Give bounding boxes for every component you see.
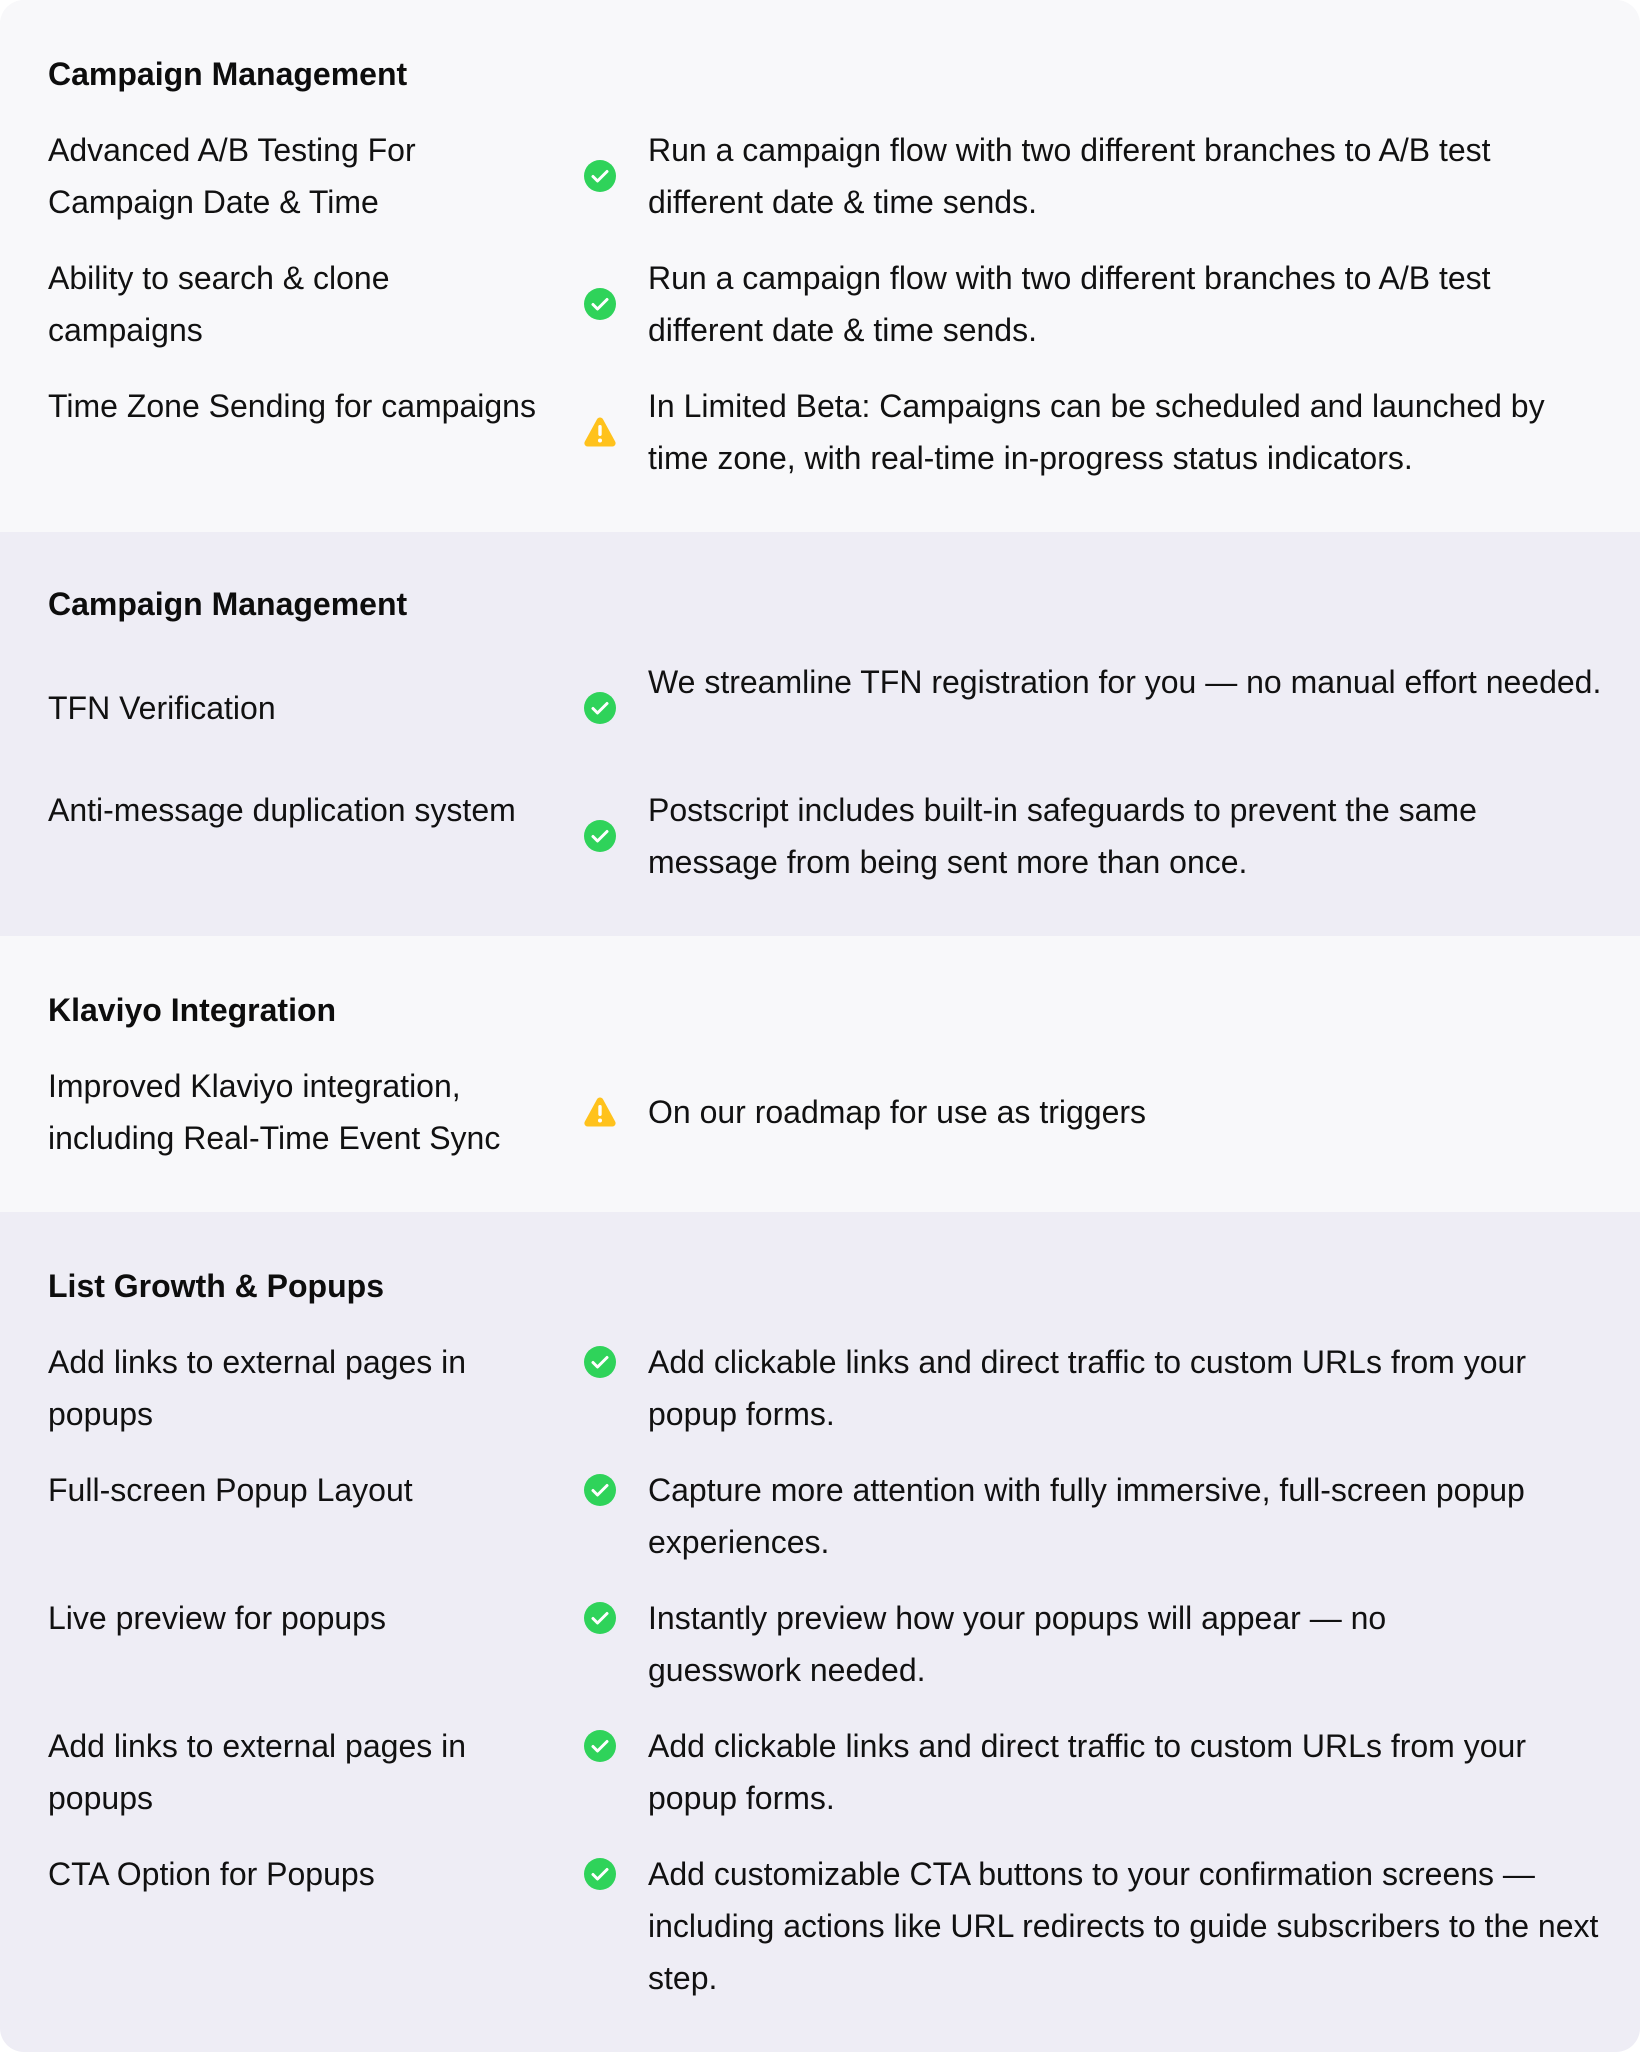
check-circle-icon (582, 818, 618, 854)
section-campaign-management (0, 0, 1640, 532)
feature-name: Add links to external pages in popups (48, 1344, 467, 1432)
feature-name: Add links to external pages in popups (48, 1728, 467, 1816)
feature-name: Live preview for popups (48, 1600, 386, 1636)
feature-name: Time Zone Sending for campaigns (48, 388, 536, 424)
check-circle-icon (582, 286, 618, 322)
feature-description: On our roadmap for use as triggers (648, 1094, 1147, 1130)
feature-description: Add customizable CTA buttons to your confirmation screens — including actions like URL redirects to guide subscribers to the next step. (648, 1856, 1599, 1996)
feature-description: We streamline TFN registration for you — no manual effort needed. (648, 664, 1602, 700)
section-campaign-management-2 (0, 532, 1640, 936)
feature-description: Capture more attention with fully immersive, full-screen popup experiences. (648, 1472, 1525, 1560)
feature-name: TFN Verification (48, 690, 276, 726)
feature-description: Add clickable links and direct traffic to custom URLs from your popup forms. (648, 1728, 1526, 1816)
warning-triangle-icon (582, 1094, 618, 1130)
feature-name: Anti-message duplication system (48, 792, 516, 828)
feature-name: Ability to search & clone campaigns (48, 260, 390, 348)
section-list-growth-popups (0, 1212, 1640, 2052)
feature-description: Run a campaign flow with two different branches to A/B test different date & time sends. (648, 132, 1491, 220)
section-title: Campaign Management (48, 586, 408, 622)
feature-description: Run a campaign flow with two different branches to A/B test different date & time sends. (648, 260, 1491, 348)
feature-name: Full-screen Popup Layout (48, 1472, 413, 1508)
check-circle-icon (582, 690, 618, 726)
feature-name: Improved Klaviyo integration, including Real-Time Event Sync (48, 1068, 501, 1156)
warning-triangle-icon (582, 414, 618, 450)
check-circle-icon (582, 1344, 618, 1380)
feature-description: Add clickable links and direct traffic to custom URLs from your popup forms. (648, 1344, 1526, 1432)
section-title: Klaviyo Integration (48, 992, 337, 1028)
section-klaviyo-integration (0, 936, 1640, 1212)
feature-name: Advanced A/B Testing For Campaign Date & Time (48, 132, 416, 220)
section-title: Campaign Management (48, 56, 408, 92)
check-circle-icon (582, 1600, 618, 1636)
section-title: List Growth & Popups (48, 1268, 384, 1304)
check-circle-icon (582, 158, 618, 194)
feature-description: Postscript includes built-in safeguards to prevent the same message from being sent more than once. (648, 792, 1477, 880)
check-circle-icon (582, 1856, 618, 1892)
feature-description: In Limited Beta: Campaigns can be scheduled and launched by time zone, with real-time in-progress status indicators. (648, 388, 1545, 476)
feature-description: Instantly preview how your popups will appear — no guesswork needed. (648, 1600, 1387, 1688)
check-circle-icon (582, 1728, 618, 1764)
feature-name: CTA Option for Popups (48, 1856, 375, 1892)
check-circle-icon (582, 1472, 618, 1508)
